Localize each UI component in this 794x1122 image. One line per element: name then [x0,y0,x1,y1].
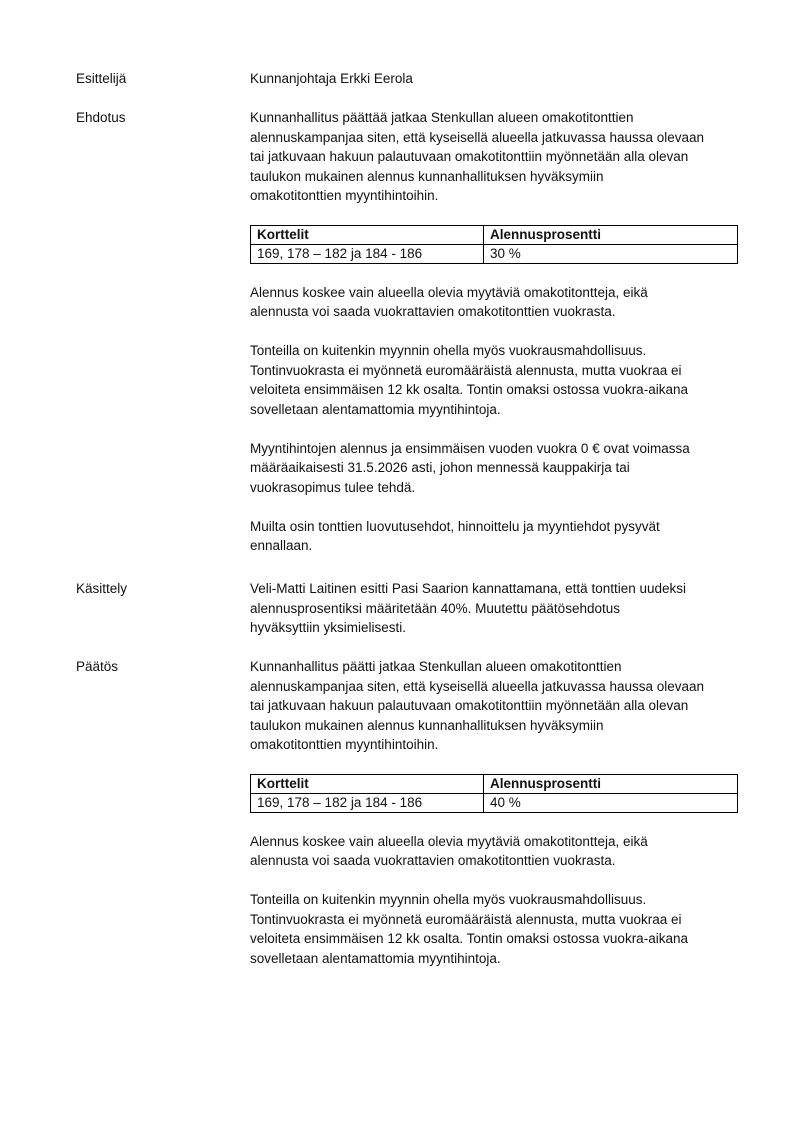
table-header-row [251,225,738,244]
text-line: Tontinvuokrasta ei myönnetä euromääräistä alennusta, mutta vuokraa ei [250,362,682,378]
table-cell: 40 % [484,793,738,812]
section-content-ehdotus [250,108,740,556]
text-line: määräaikaisesti 31.5.2026 asti, johon mennessä kauppakirja tai [250,460,630,475]
section-label-kasittely: Käsittely [76,581,128,596]
section-content-esittelija [250,69,740,89]
text-line: Tonteilla on kuitenkin myynnin ohella myös vuokrausmahdollisuus. [250,343,647,358]
table-header-cell: Alennusprosentti [484,774,738,793]
discount-table [250,225,738,264]
table-row [251,793,738,812]
text-line: Tonteilla on kuitenkin myynnin ohella myös vuokrausmahdollisuus. [250,892,647,907]
text-line: taulukon mukainen alennus kunnanhallituksen hyväksymiin [250,717,604,733]
text-line: vuokrasopimus tulee tehdä. [250,479,416,495]
text-line: tai jatkuvaan hakuun palautuvaan omakotitonttiin myönnetään alla olevan [250,149,689,164]
text-line: Kunnanhallitus päättää jatkaa Stenkullan alueen omakotitonttien [250,110,634,125]
section-content-kasittely [250,579,740,638]
table-header-cell: Korttelit [251,225,484,244]
presenter-name: Kunnanjohtaja Erkki Eerola [250,71,413,86]
section-content-paatos [250,657,740,968]
paragraph [250,341,740,419]
table-header-cell: Alennusprosentti [484,225,738,244]
table-cell: 169, 178 – 182 ja 184 - 186 [251,793,484,812]
paragraph [250,517,740,556]
table-header-row [251,774,738,793]
text-line: tai jatkuvaan hakuun palautuvaan omakotitonttiin myönnetään alla olevan [250,698,689,713]
proposal-intro [250,108,740,206]
text-line: veloiteta ensimmäisen 12 kk osalta. Tontin omaksi ostossa vuokra-aikana [250,931,688,946]
text-line: alennusta voi saada vuokrattavien omakotitonttien vuokrasta. [250,853,616,868]
text-line: alennuskampanjaa siten, että kyseisellä alueella jatkuvassa haussa olevaan [250,678,705,694]
text-line: taulukon mukainen alennus kunnanhallituksen hyväksymiin [250,168,604,184]
text-line: alennusprosentiksi määritetään 40%. Muutettu päätösehdotus [250,600,620,616]
text-line: omakotitonttien myyntihintoihin. [250,737,439,752]
text-line: sovelletaan alentamattomia myyntihintoja. [250,401,501,417]
text-line: Alennus koskee vain alueella olevia myytäviä omakotitontteja, eikä [250,833,648,849]
text-line: Veli-Matti Laitinen esitti Pasi Saarion kannattamana, että tonttien uudeksi [250,581,687,596]
text-line: omakotitonttien myyntihintoihin. [250,188,439,203]
text-line: Tontinvuokrasta ei myönnetä euromääräistä alennusta, mutta vuokraa ei [250,911,682,927]
table-row [251,244,738,263]
table-cell: 30 % [484,244,738,263]
section-label-ehdotus: Ehdotus [76,110,126,125]
section-label-paatos: Päätös [76,659,119,674]
text-line: Myyntihintojen alennus ja ensimmäisen vuoden vuokra 0 € ovat voimassa [250,440,690,456]
text-line: Alennus koskee vain alueella olevia myytäviä omakotitontteja, eikä [250,284,648,300]
section-label-esittelija: Esittelijä [76,71,127,86]
text-line: veloiteta ensimmäisen 12 kk osalta. Tontin omaksi ostossa vuokra-aikana [250,382,688,397]
text-line: Muilta osin tonttien luovutusehdot, hinnoittelu ja myyntiehdot pysyvät [250,518,660,534]
decision-intro [250,657,740,755]
text-line: Kunnanhallitus päätti jatkaa Stenkullan alueen omakotitonttien [250,659,622,674]
text-line: alennusta voi saada vuokrattavien omakotitonttien vuokrasta. [250,304,616,319]
text-line: ennallaan. [250,538,313,553]
text-line: alennuskampanjaa siten, että kyseisellä alueella jatkuvassa haussa olevaan [250,129,705,145]
table-header-cell: Korttelit [251,774,484,793]
text-line: sovelletaan alentamattomia myyntihintoja. [250,950,501,966]
table-cell: 169, 178 – 182 ja 184 - 186 [251,244,484,263]
paragraph [250,283,740,322]
discount-table [250,774,738,813]
text-line: hyväksyttiin yksimielisesti. [250,620,407,635]
paragraph [250,832,740,871]
paragraph [250,890,740,968]
paragraph [250,439,740,498]
